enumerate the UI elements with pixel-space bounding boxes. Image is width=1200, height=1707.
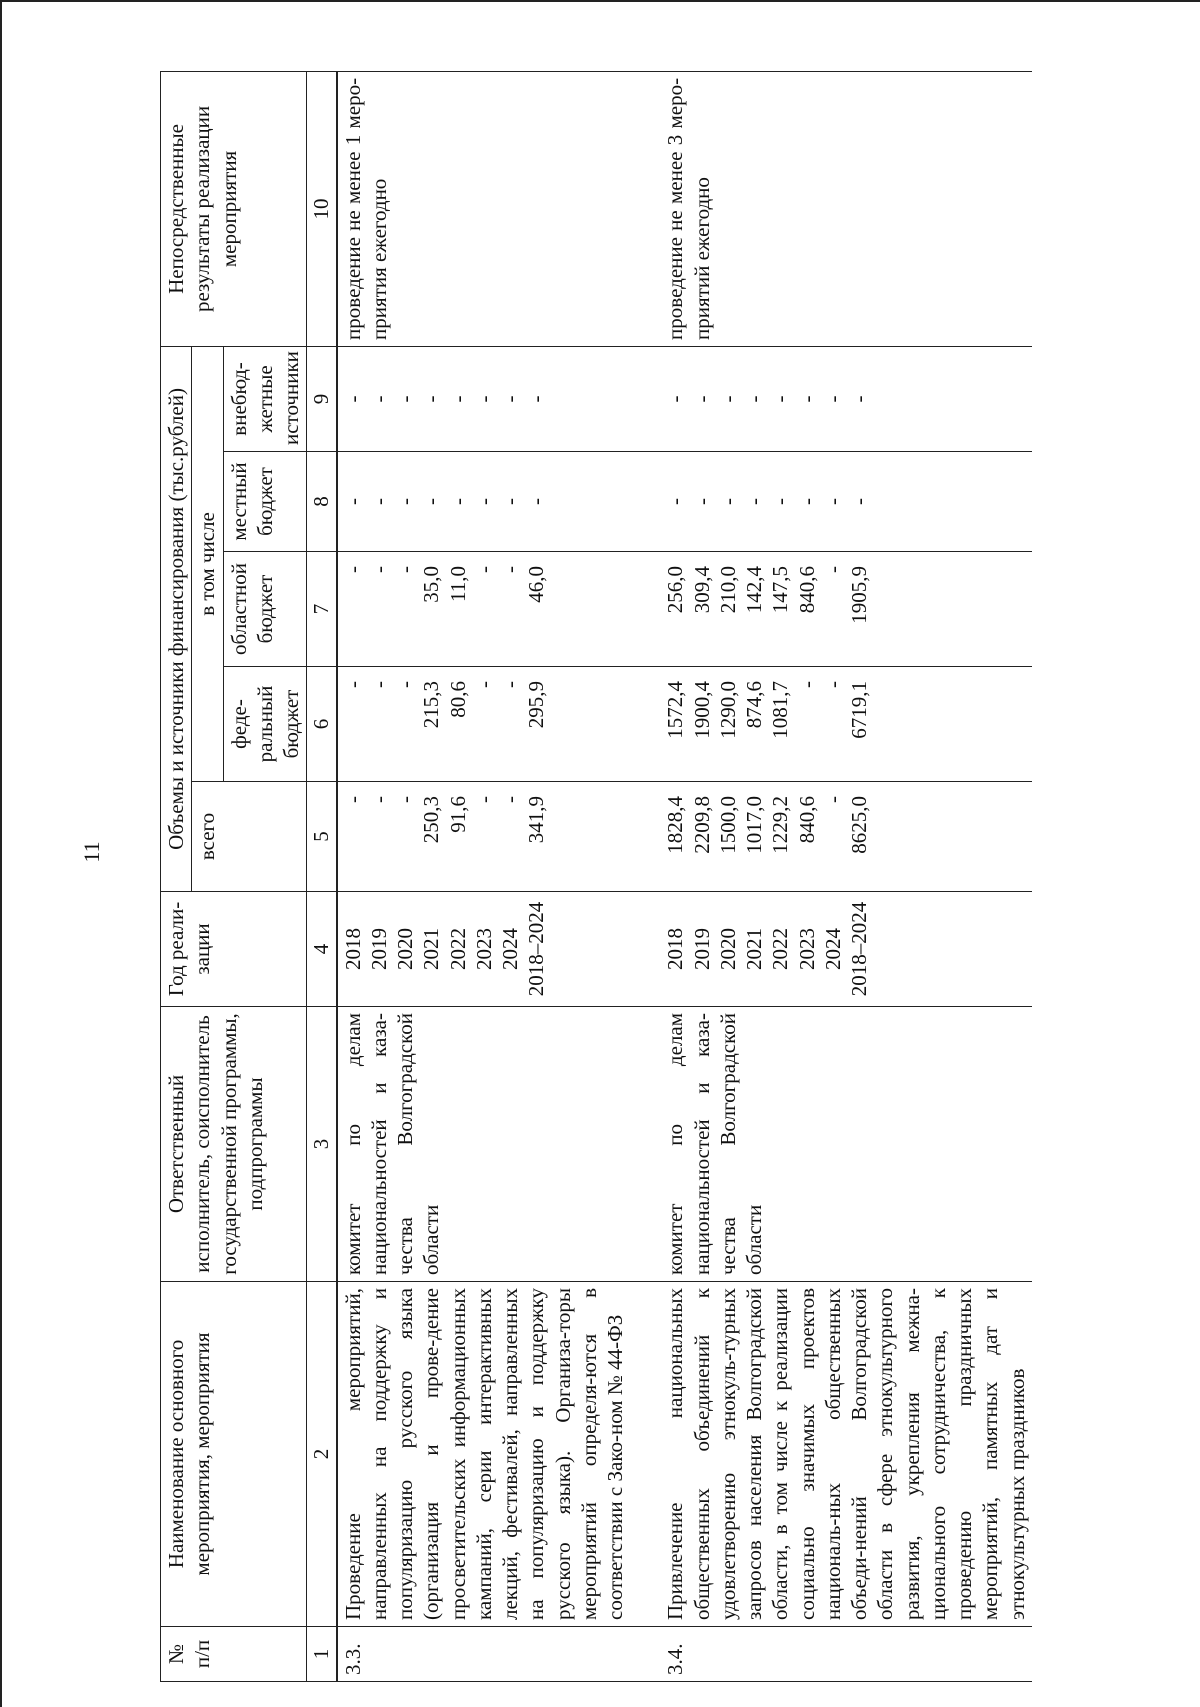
cell-value: -: [471, 566, 496, 573]
cell-value: -: [820, 498, 845, 505]
column-number: 1: [307, 1627, 337, 1682]
column-number: 6: [307, 667, 337, 782]
cell-value: -: [445, 498, 470, 505]
cell-value: 6719,1: [847, 681, 871, 739]
cell-value: -: [393, 566, 417, 573]
cell-value: -: [715, 498, 740, 505]
cell-value: -: [393, 395, 417, 403]
header-including: в том числе: [192, 346, 223, 781]
cell-value: -: [366, 498, 391, 505]
cell-value: -: [366, 681, 391, 688]
table-body: [337, 71, 1032, 1681]
cell-value: -: [524, 498, 549, 505]
cell-value: 2021: [419, 928, 444, 970]
table-header: [161, 71, 337, 1681]
header-total: всего: [192, 782, 307, 892]
rotated-table-container: [160, 72, 1170, 1682]
cell-value: 2209,8: [689, 796, 714, 854]
column-number: 9: [307, 346, 337, 451]
cell-value: -: [820, 395, 845, 403]
table-row: [337, 71, 631, 1681]
cell-value: 295,9: [524, 681, 549, 729]
cell-value: 2018–2024: [524, 901, 549, 997]
cell-value: -: [498, 498, 522, 505]
cell-value: -: [768, 395, 793, 403]
cell-value: 80,6: [445, 681, 470, 718]
cell-value: -: [689, 395, 714, 403]
cell-value: -: [847, 395, 871, 403]
cell-value: 2018: [663, 928, 688, 970]
row-number: 3.4.: [660, 1627, 1032, 1682]
column-number: 7: [307, 552, 337, 667]
header-regional: областной бюджет: [223, 552, 307, 667]
header-name: Наименование основного мероприятия, мероприятия: [161, 1282, 307, 1627]
cell-value: 35,0: [419, 566, 444, 603]
header-num: № п/п: [161, 1627, 307, 1682]
cell-value: -: [820, 796, 845, 803]
cell-value: -: [419, 395, 444, 403]
cell-value: -: [393, 796, 417, 803]
cell-value: 46,0: [524, 566, 549, 603]
cell-value: -: [366, 395, 391, 403]
cell-value: -: [794, 395, 819, 403]
cell-value: -: [768, 498, 793, 505]
cell-value: -: [524, 395, 549, 403]
header-results: Непосредственные результаты реализации мероприятия: [161, 71, 307, 346]
cell-value: 309,4: [689, 566, 714, 614]
row-result: проведение не менее 1 меро-приятия ежегодно: [337, 71, 631, 346]
column-number: 3: [307, 1007, 337, 1282]
header-year: Год реали-зации: [161, 892, 307, 1007]
cell-value: 2024: [820, 928, 845, 970]
cell-value: -: [393, 498, 417, 505]
cell-value: -: [471, 498, 496, 505]
cell-value: -: [419, 498, 444, 505]
cell-value: 1081,7: [768, 681, 793, 739]
cell-value: -: [471, 395, 496, 403]
column-number: 2: [307, 1282, 337, 1627]
cell-value: 147,5: [768, 566, 793, 614]
cell-value: 2018: [340, 928, 365, 970]
cell-value: 1572,4: [663, 681, 688, 739]
cell-value: -: [794, 681, 819, 688]
header-financing-group: Объемы и источники финансирования (тыс.рублей): [161, 346, 192, 891]
cell-value: -: [498, 566, 522, 573]
cell-value: -: [340, 681, 365, 688]
cell-value: 2021: [742, 928, 766, 970]
cell-value: 2023: [794, 928, 819, 970]
header-federal: феде-ральный бюджет: [223, 667, 307, 782]
cell-value: -: [820, 681, 845, 688]
column-number: 4: [307, 892, 337, 1007]
cell-value: -: [498, 395, 522, 403]
cell-value: 2020: [393, 928, 417, 970]
cell-value: -: [340, 498, 365, 505]
header-local: местный бюджет: [223, 452, 307, 552]
cell-value: 8625,0: [847, 796, 871, 854]
cell-value: 2019: [366, 928, 391, 970]
row-number: 3.3.: [337, 1627, 631, 1682]
cell-value: -: [742, 498, 766, 505]
cell-value: 250,3: [419, 796, 444, 844]
row-total: [337, 782, 631, 892]
row-federal: [337, 667, 631, 782]
cell-value: -: [663, 395, 688, 403]
cell-value: 91,6: [445, 796, 470, 833]
row-local: [337, 452, 631, 552]
cell-value: 11,0: [445, 566, 470, 602]
column-number: 10: [307, 71, 337, 346]
cell-value: -: [715, 395, 740, 403]
cell-value: -: [498, 681, 522, 688]
table-row: [660, 71, 1032, 1681]
column-number-row: [307, 71, 337, 1681]
cell-value: 2024: [498, 928, 522, 970]
row-spacer: [630, 71, 660, 1681]
cell-value: 2023: [471, 928, 496, 970]
header-extra: внебюд-жетные источники: [223, 346, 307, 451]
cell-value: -: [471, 681, 496, 688]
cell-value: 215,3: [419, 681, 444, 729]
cell-value: 2018–2024: [847, 901, 871, 997]
cell-value: 2022: [445, 928, 470, 970]
cell-value: 1500,0: [715, 796, 740, 854]
row-regional: [337, 552, 631, 667]
header-executor: Ответственный исполнитель, соисполнитель государственной программы, подпрограммы: [161, 1007, 307, 1282]
row-years: [660, 892, 1032, 1007]
row-name: Привлечение национальных общественных объединений к удовлетворению этнокуль-турных запросов населения Волгоградской области, в том числе к реализации социально значимых проектов националь-ных общественных объеди-нений Волгоградской области в сфере этнокультурного развития, укрепления межна-ционального сотрудничества, к проведению праздничных мероприятий, памятных дат и этнокультурных праздников: [660, 1282, 1032, 1627]
financing-table: [160, 71, 1032, 1682]
cell-value: 210,0: [715, 566, 740, 614]
cell-value: 840,6: [794, 796, 819, 844]
cell-value: 1900,4: [689, 681, 714, 739]
row-years: [337, 892, 631, 1007]
cell-value: -: [366, 796, 391, 803]
cell-value: -: [340, 566, 365, 573]
cell-value: -: [820, 566, 845, 573]
cell-value: -: [689, 498, 714, 505]
cell-value: 1017,0: [742, 796, 766, 854]
cell-value: -: [366, 566, 391, 573]
cell-value: -: [393, 681, 417, 688]
cell-value: -: [340, 395, 365, 403]
cell-value: 2019: [689, 928, 714, 970]
cell-value: -: [471, 796, 496, 803]
cell-value: -: [794, 498, 819, 505]
cell-value: 1828,4: [663, 796, 688, 854]
cell-value: -: [742, 395, 766, 403]
cell-value: 1229,2: [768, 796, 793, 854]
row-local: [660, 452, 1032, 552]
cell-value: 2022: [768, 928, 793, 970]
page-number: 11: [79, 841, 104, 863]
row-extra: [337, 346, 631, 451]
row-total: [660, 782, 1032, 892]
row-federal: [660, 667, 1032, 782]
cell-value: -: [445, 395, 470, 403]
cell-value: -: [847, 498, 871, 505]
row-regional: [660, 552, 1032, 667]
cell-value: 874,6: [742, 681, 766, 729]
cell-value: 341,9: [524, 796, 549, 844]
row-extra: [660, 346, 1032, 451]
cell-value: 1290,0: [715, 681, 740, 739]
row-executor: комитет по делам национальностей и каза-чества Волгоградской области: [337, 1007, 631, 1282]
cell-value: 1905,9: [847, 566, 871, 624]
cell-value: 2020: [715, 928, 740, 970]
cell-value: -: [498, 796, 522, 803]
cell-value: -: [340, 796, 365, 803]
column-number: 5: [307, 782, 337, 892]
row-result: проведение не менее 3 меро-приятий ежегодно: [660, 71, 1032, 346]
cell-value: -: [663, 498, 688, 505]
cell-value: 256,0: [663, 566, 688, 614]
column-number: 8: [307, 452, 337, 552]
cell-value: 142,4: [742, 566, 766, 614]
row-name: Проведение мероприятий, направленных на поддержку и популяризацию русского языка (организация и прове-дение просветительских информационных кампаний, серии интерактивных лекций, фестивалей, направленных на популяризацию и поддержку русского языка). Организа-торы мероприятий определя-ются в соответствии с Зако-ном № 44-ФЗ: [337, 1282, 631, 1627]
cell-value: 840,6: [794, 566, 819, 614]
row-executor: комитет по делам национальностей и каза-чества Волгоградской области: [660, 1007, 1032, 1282]
